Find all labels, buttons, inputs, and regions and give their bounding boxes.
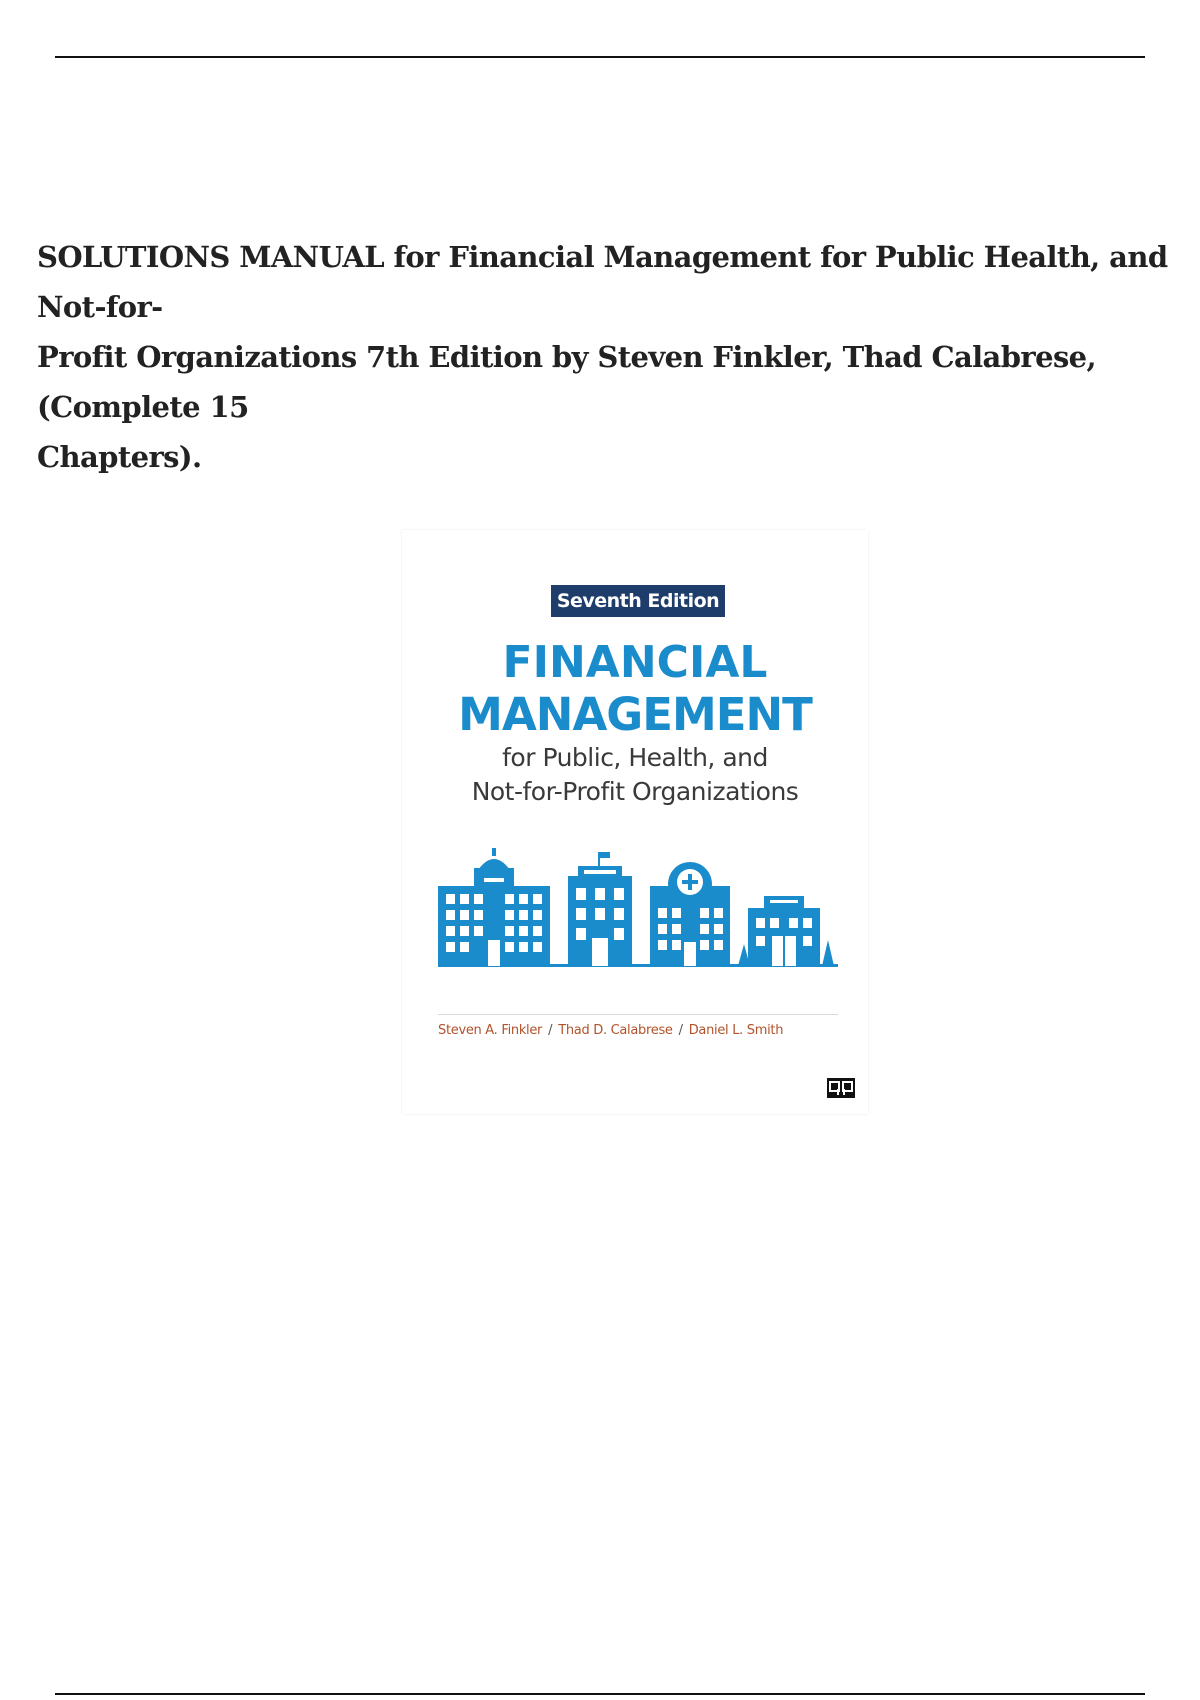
cover-authors (438, 1023, 838, 1038)
author-name: Daniel L. Smith (688, 1023, 784, 1038)
cover-title-line: MANAGEMENT (458, 688, 812, 741)
cover-divider (438, 1014, 838, 1015)
document-title-line: SOLUTIONS MANUAL for Financial Management for Public Health, and Not-for- (37, 240, 1168, 324)
bottom-rule (55, 1693, 1145, 1695)
edition-badge: Seventh Edition (551, 585, 725, 617)
buildings-icon (438, 848, 838, 968)
cover-subtitle-line: for Public, Health, and (502, 743, 768, 772)
author-name: Thad D. Calabrese (558, 1023, 673, 1038)
author-separator: / (678, 1023, 683, 1038)
document-title-line: Profit Organizations 7th Edition by Steven Finkler, Thad Calabrese, (Complete 15 (37, 340, 1097, 424)
cover-title-line: FINANCIAL (502, 637, 768, 688)
top-rule (55, 56, 1145, 58)
document-title-line: Chapters). (37, 440, 202, 474)
publisher-logo-icon (827, 1078, 855, 1098)
author-name: Steven A. Finkler (438, 1023, 543, 1038)
book-cover (402, 530, 868, 1114)
document-title (37, 232, 1177, 482)
author-separator: / (548, 1023, 553, 1038)
cover-subtitle-line: Not-for-Profit Organizations (471, 777, 799, 806)
